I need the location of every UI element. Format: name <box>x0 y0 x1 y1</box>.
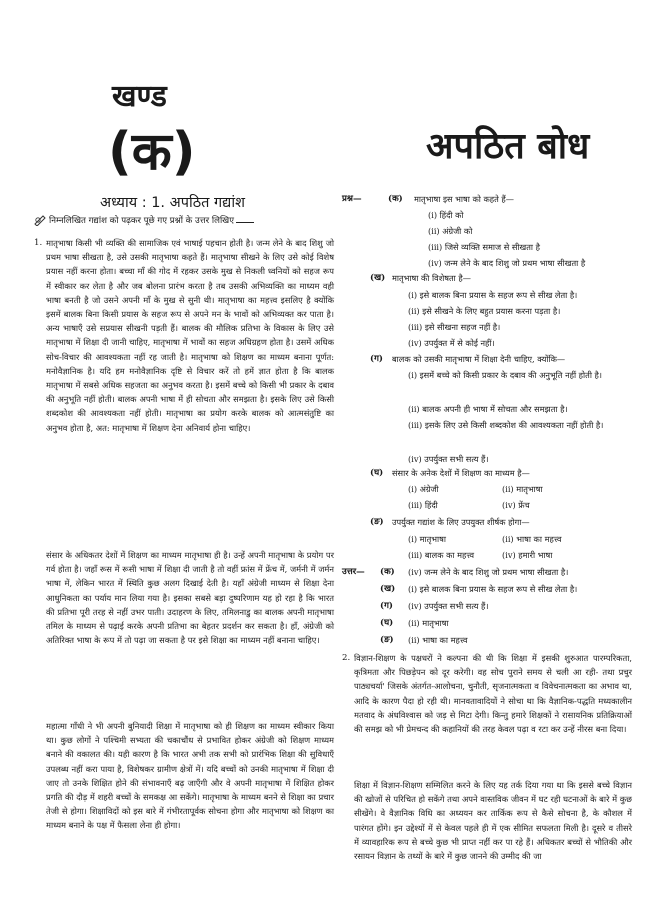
passage1-paragraph-1: मातृभाषा किसी भी व्यक्ति की सामाजिक एवं भाषाई पहचान होती है। जन्म लेने के बाद शिशु जो प्रथम भाषा सीखता है, उसे उसकी मातृभाषा कहते हैं। मातृभाषा सीखने के लिए उसे कोई विशेष प्रयास नहीं करना होता। बच्चा माँ की गोद में रहकर उसके मुख से निकली ध्वनियों को सहज रूप में स्वीकार कर लेता है और जब बोलना प्रारंभ करता है तब उसकी अभिव्यक्ति का माध्यम वही भाषा बनती है जो उसने अपनी माँ के मुख से सुनी थी। मातृभाषा का महत्त्व इसलिए है क्योंकि इसमें बालक बिना किसी प्रयास के सहज रूप से अपने मन के भावों को अभिव्यक्त कर पाता है। अन्य भाषाएँ उसे सप्रयास सीखनी पड़ती हैं। बालक की मौलिक प्रतिभा के विकास के लिए उसे मातृभाषा में शिक्षा दी जानी चाहिए, मातृभाषा में भावों का सहज अधिग्रहण होता है। उसमें अधिक सोच-विचार की आवश्यकता नहीं रह जाती है। मातृभाषा को शिक्षण का माध्यम बनाना पूर्णत: मनोवैज्ञानिक है। यदि हम मनोवैज्ञानिक दृष्टि से विचार करें तो हमें ज्ञात होता है कि बालक मातृभाषा में सबसे अधिक सहजता का अनुभव करता है। इसमें बच्चे को किसी भी प्रकार के दबाव की अनुभूति नहीं होती। बालक अपनी भाषा में ही सोचता और समझता है। इसके लिए उसे किसी शब्दकोश की आवश्यकता नहीं होती। मातृभाषा का प्रयोग करके बालक को आत्मसंतुष्टि का अनुभव होता है, अत: मातृभाषा में शिक्षण देना अनिवार्य होना चाहिए। <box>46 238 334 433</box>
question-ka-label: (क) <box>388 194 403 204</box>
question-nga-option: (iv) हमारी भाषा <box>502 550 553 560</box>
question-gha-option: (iii) हिंदी <box>408 500 438 510</box>
passage1-paragraph-2: संसार के अधिकतर देशों में शिक्षण का माध्यम मातृभाषा ही है। उन्हें अपनी मातृभाषा के प्रयोग पर गर्व होता है। जहाँ रूस में रूसी भाषा में शिक्षा दी जाती है तो वहीं फ्रांस में फ्रेंच में, जर्मनी में जर्मन भाषा में, लेकिन भारत में स्थिति कुछ अलग दिखाई देती है। यहाँ अंग्रेजी माध्यम से शिक्षा देना आधुनिकता का पर्याय मान लिया गया है। इसका सबसे बड़ा दुष्परिणाम यह हो रहा है कि भारत की प्रतिभा पूरी तरह से नहीं उभर पाती। उदाहरण के लिए, तमिलनाडु का बालक अपनी मातृभाषा तमिल के माध्यम से पढ़ाई करके अपनी प्रतिभा का बेहतर प्रदर्शन कर सकता है। हाँ, अंग्रेजी को अतिरिक्त भाषा के रूप में तो पढ़ा जा सकता है पर इसे शिक्षा का माध्यम नहीं बनाना चाहिए। <box>46 550 334 646</box>
question-ga-option: (iii) इसके लिए उसे किसी शब्दकोश की आवश्यकता नहीं होती है। <box>408 420 604 430</box>
question-ga-option: (i) इसमें बच्चे को किसी प्रकार के दबाव की अनुभूति नहीं होती है। <box>408 370 602 380</box>
question-ka-option: (iii) जिसे व्यक्ति समाज से सीखता है <box>428 242 540 252</box>
question-kha-option: (ii) इसे सीखने के लिए बहुत प्रयास करना पड़ता है। <box>408 306 561 316</box>
passage1-paragraph-3: महात्मा गाँधी ने भी अपनी बुनियादी शिक्षा में मातृभाषा को ही शिक्षण का माध्यम स्वीकार किया था। कुछ लोगों ने पश्चिमी सभ्यता की चकाचौंध से प्रभावित होकर अंग्रेजी को शिक्षण माध्यम बनाने की वकालत की। यही कारण है कि भारत अभी तक सभी को प्रारंभिक शिक्षा की सुविधाएँ उपलब्ध नहीं करा पाया है, विशेषकर ग्रामीण क्षेत्रों में। यदि बच्चों को उनकी मातृभाषा में शिक्षा दी जाए तो उनके शिक्षित होने की संभावनाएँ बढ़ जाएँगी और वे अपनी मातृभाषा में शिक्षित होकर प्रगति की दौड़ में शहरी बच्चों के समकक्ष आ सकेंगे। मातृभाषा के माध्यम बनने से शिक्षा का प्रचार तेजी से होगा। शिक्षाविदों को इस बारे में गंभीरतापूर्वक सोचना होगा और मातृभाषा को शिक्षण का माध्यम बनाने के पक्ष में फैसला लेना ही होगा। <box>46 721 334 831</box>
question-ka-text: मातृभाषा इस भाषा को कहते हैं— <box>414 194 514 204</box>
question-kha-label: (ख) <box>370 273 386 283</box>
question-ga-label: (ग) <box>370 354 383 364</box>
chapter-heading: अध्याय : 1. अपठित गद्यांश <box>100 195 245 211</box>
answer-kha-label: (ख) <box>380 584 396 594</box>
page-title: अपठित बोध <box>426 126 590 167</box>
instruction-text: निम्नलिखित गद्यांश को पढ़कर पूछे गए प्रश्नों के उत्तर लिखिए <box>49 216 234 226</box>
question-nga-option: (ii) भाषा का महत्त्व <box>502 534 562 544</box>
question-ga-option: (iv) उपर्युक्त सभी सत्य हैं। <box>408 454 489 464</box>
question-nga-option: (i) मातृभाषा <box>408 534 447 544</box>
answer-gha-label: (घ) <box>380 618 394 628</box>
question-gha-option: (iv) फ्रेंच <box>502 500 530 510</box>
question-nga-option: (iii) बालक का महत्त्व <box>408 550 475 560</box>
section-label: खण्ड <box>112 79 167 114</box>
pen-icon <box>34 215 47 226</box>
question-gha-option: (i) अंग्रेजी <box>408 484 439 494</box>
question-ka-option: (iv) जन्म लेने के बाद शिशु जो प्रथम भाषा सीखता है <box>428 258 586 268</box>
answer-gha-text: (ii) मातृभाषा <box>408 618 449 628</box>
answer-kha-text: (i) इसे बालक बिना प्रयास के सहज रूप से सीख लेता है। <box>408 584 578 594</box>
passage-number: 1. <box>34 238 43 248</box>
passage-number: 2. <box>342 653 351 663</box>
passage2-paragraph-2: शिक्षा में विज्ञान-शिक्षण सम्मिलित करने के लिए यह तर्क दिया गया था कि इससे बच्चे विज्ञान की खोजों से परिचित हो सकेंगे तथा अपने वास्तविक जीवन में घट रही घटनाओं के बारे में कुछ सीखेंगे। वे वैज्ञानिक विधि का अध्ययन कर तार्किक रूप से कैसे सोचना है, के कौशल में पारंगत होंगे। इन उद्देश्यों में से केवल पहले ही में एक सीमित सफलता मिली है। दूसरे व तीसरे में व्यावहारिक रूप से बच्चे कुछ भी प्राप्त नहीं कर पा रहे हैं। अधिकतर बच्चों से भौतिकी और रसायन विज्ञान के तथ्यों के बारे में कुछ जानने की उम्मीद की जा <box>354 780 632 862</box>
answer-nga-text: (ii) भाषा का महत्त्व <box>408 635 468 645</box>
question-kha-option: (iii) इसे सीखना सहज नहीं है। <box>408 322 501 332</box>
question-ka-option: (i) हिंदी को <box>428 210 464 220</box>
answer-ga-label: (ग) <box>380 601 393 611</box>
underline <box>236 222 254 223</box>
answer-ka-label: (क) <box>380 567 395 577</box>
question-gha-option: (ii) मातृभाषा <box>502 484 543 494</box>
answer-label: उत्तर— <box>342 567 365 577</box>
answer-nga-label: (ङ) <box>380 635 394 645</box>
instruction-line <box>34 214 334 228</box>
section-letter: (क) <box>108 122 196 182</box>
question-ka-option: (ii) अंग्रेजी को <box>428 226 473 236</box>
question-gha-label: (घ) <box>370 468 384 478</box>
question-kha-text: मातृभाषा की विशेषता है— <box>392 273 471 283</box>
answer-ka-text: (iv) जन्म लेने के बाद शिशु जो प्रथम भाषा सीखता है। <box>408 567 569 577</box>
question-kha-option: (iv) उपर्युक्त में से कोई नहीं। <box>408 338 495 348</box>
question-gha-text: संसार के अनेक देशों में शिक्षण का माध्यम है— <box>392 468 530 478</box>
question-ga-option: (ii) बालक अपनी ही भाषा में सोचता और समझता है। <box>408 404 568 414</box>
question-ga-text: बालक को उसकी मातृभाषा में शिक्षा देनी चाहिए, क्योंकि— <box>392 354 566 364</box>
question-nga-label: (ङ) <box>370 517 384 527</box>
question-nga-text: उपर्युक्त गद्यांश के लिए उपयुक्त शीर्षक होगा— <box>392 517 530 527</box>
question-kha-option: (i) इसे बालक बिना प्रयास के सहज रूप से सीख लेता है। <box>408 290 578 300</box>
passage2-paragraph-1: विज्ञान-शिक्षण के पक्षधरों ने कल्पना की थी कि शिक्षा में इसकी शुरुआत पारम्परिकता, कृत्रिमता और पिछड़ेपन को दूर करेगी। वह सोच पुराने समय से चली आ रही- तथा प्रचुर पाठ्यचर्या' जिसके अंतर्गत-आलोचना, चुनौती, सृजनात्मकता व विवेचनात्मकता का अभाव था, आदि के कारण पैदा हो रही थी। मानवतावादियों ने सोचा था कि वैज्ञानिक-पद्धति मध्यकालीन मतवाद के अंधविश्वास को जड़ से मिटा देगी। किन्तु हमारे शिक्षकों ने रासायनिक प्रतिक्रियाओं की समझ को भी प्रेमचन्द की कहानियों की तरह केवल पढ़ा व रटा कर उन्हें नीरस बना दिया। <box>354 653 632 735</box>
answer-ga-text: (iv) उपर्युक्त सभी सत्य हैं। <box>408 601 489 611</box>
question-label: प्रश्न— <box>342 194 362 204</box>
